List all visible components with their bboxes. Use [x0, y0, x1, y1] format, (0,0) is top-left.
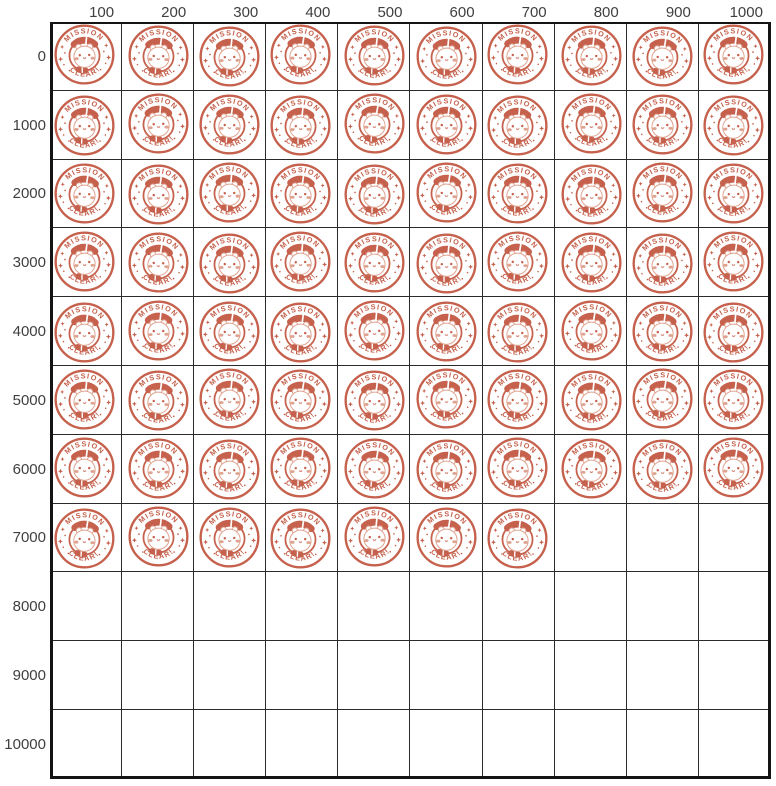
grid-cell — [627, 641, 699, 710]
grid-cell — [555, 91, 627, 160]
column-header: 300 — [233, 4, 259, 21]
grid-cell — [555, 366, 627, 435]
mission-clear-stamp — [413, 160, 478, 225]
grid-cell — [627, 710, 699, 779]
mission-clear-stamp — [53, 94, 116, 157]
mission-clear-stamp — [559, 92, 623, 156]
grid-cell — [122, 435, 194, 504]
grid-cell — [410, 228, 482, 297]
grid-cell — [555, 297, 627, 366]
grid-cell — [483, 435, 555, 504]
mission-clear-stamp — [52, 161, 117, 226]
grid-cell — [410, 504, 482, 573]
grid-cell — [555, 641, 627, 710]
mission-clear-stamp — [126, 230, 191, 295]
mission-clear-stamp — [52, 367, 117, 432]
corner-spacer — [0, 0, 50, 22]
grid-cell — [194, 572, 266, 641]
grid-cell — [699, 366, 771, 435]
grid-cell — [50, 504, 122, 573]
column-header: 100 — [89, 4, 115, 21]
grid-cell — [266, 22, 338, 91]
grid-cell — [410, 435, 482, 504]
mission-clear-stamp — [630, 438, 694, 502]
row-label: 4000 — [12, 323, 46, 341]
grid-cell — [483, 641, 555, 710]
mission-clear-stamp — [486, 162, 549, 225]
column-header: 400 — [305, 4, 331, 21]
mission-clear-stamp — [701, 93, 766, 158]
grid-cell — [555, 710, 627, 779]
grid-cell — [338, 22, 410, 91]
grid-cell — [122, 710, 194, 779]
grid-cell — [555, 160, 627, 229]
grid-cell — [50, 710, 122, 779]
grid-cell — [266, 160, 338, 229]
grid-cell — [50, 160, 122, 229]
mission-clear-stamp — [268, 367, 333, 432]
grid-cell — [338, 297, 410, 366]
mission-clear-stamp — [198, 25, 262, 89]
grid-cell — [555, 228, 627, 297]
grid-cell — [627, 572, 699, 641]
mission-clear-stamp — [701, 435, 766, 500]
mission-clear-stamp — [198, 367, 262, 431]
mission-clear-stamp — [630, 93, 694, 157]
mission-clear-stamp — [197, 505, 262, 570]
grid-cell — [266, 228, 338, 297]
mission-clear-stamp — [127, 369, 191, 433]
grid-cell — [50, 228, 122, 297]
mission-clear-stamp — [269, 506, 333, 570]
grid-cell — [194, 91, 266, 160]
mission-clear-stamp — [559, 437, 623, 501]
grid-cell — [338, 91, 410, 160]
mission-clear-stamp — [701, 229, 765, 293]
mission-clear-stamp — [485, 93, 550, 158]
mission-clear-stamp — [198, 232, 261, 295]
mission-clear-stamp — [342, 91, 407, 156]
mission-clear-stamp — [485, 368, 549, 432]
mission-clear-stamp — [414, 231, 478, 295]
grid-cell — [122, 504, 194, 573]
mission-clear-stamp — [198, 93, 262, 157]
mission-clear-stamp — [559, 24, 623, 88]
row-label: 9000 — [12, 667, 46, 685]
mission-clear-stamp — [126, 91, 191, 156]
mission-clear-stamp — [486, 507, 549, 570]
mission-clear-stamp — [413, 505, 478, 570]
mission-clear-stamp — [559, 298, 624, 363]
mission-clear-stamp — [414, 299, 478, 363]
mission-clear-stamp — [197, 160, 262, 225]
grid-cell — [699, 91, 771, 160]
mission-clear-stamp — [343, 162, 407, 226]
row-label: 0 — [37, 47, 46, 65]
grid-cell — [627, 504, 699, 573]
mission-clear-stamp — [52, 506, 117, 571]
column-header: 1000 — [729, 4, 763, 21]
grid-cell — [194, 22, 266, 91]
column-header: 900 — [665, 4, 691, 21]
grid-cell — [50, 297, 122, 366]
grid-cell — [122, 572, 194, 641]
grid-cell — [266, 435, 338, 504]
grid-cell — [122, 22, 194, 91]
grid-cell — [338, 641, 410, 710]
grid-cell — [699, 504, 771, 573]
grid-cell — [410, 572, 482, 641]
grid-cell — [50, 641, 122, 710]
row-label: 8000 — [12, 598, 46, 616]
mission-clear-stamp — [631, 300, 694, 363]
grid-cell — [483, 228, 555, 297]
row-label: 7000 — [12, 529, 46, 547]
row-label: 10000 — [4, 735, 46, 753]
grid-cell — [122, 91, 194, 160]
grid-cell — [194, 366, 266, 435]
mission-clear-stamp — [126, 436, 191, 501]
grid-cell — [410, 160, 482, 229]
mission-clear-stamp — [343, 24, 406, 87]
grid-cell — [194, 435, 266, 504]
grid-cell — [194, 160, 266, 229]
mission-clear-stamp — [127, 24, 191, 88]
grid-cell — [627, 160, 699, 229]
grid-cell — [266, 710, 338, 779]
mission-clear-stamp — [630, 160, 694, 224]
grid-cell — [50, 22, 122, 91]
grid-cell — [122, 228, 194, 297]
mission-clear-stamp — [559, 162, 624, 227]
grid-cell — [50, 91, 122, 160]
grid-cell — [699, 710, 771, 779]
grid-cell — [627, 91, 699, 160]
grid-cell — [266, 91, 338, 160]
grid-cell — [483, 22, 555, 91]
grid-cell — [266, 297, 338, 366]
mission-clear-stamp — [343, 230, 407, 294]
grid-cell — [627, 297, 699, 366]
mission-clear-stamp — [342, 436, 407, 501]
grid-cell — [555, 22, 627, 91]
grid-cell — [555, 572, 627, 641]
grid-cell — [627, 228, 699, 297]
mission-clear-stamp — [415, 438, 478, 501]
mission-clear-stamp — [342, 297, 407, 362]
row-label: 1000 — [12, 116, 46, 134]
mission-clear-stamp — [702, 23, 765, 86]
mission-clear-stamp — [413, 366, 478, 431]
mission-clear-stamp — [127, 298, 191, 362]
mission-clear-stamp — [268, 22, 333, 87]
mission-clear-stamp — [127, 163, 190, 226]
mission-clear-stamp — [197, 298, 262, 363]
mission-clear-stamp — [268, 229, 333, 294]
grid-cell — [627, 22, 699, 91]
mission-clear-stamp — [127, 505, 190, 568]
grid-cell — [410, 366, 482, 435]
grid-cell — [699, 572, 771, 641]
grid-cell — [338, 366, 410, 435]
grid-cell — [699, 228, 771, 297]
mission-clear-stamp — [269, 301, 332, 364]
mission-clear-stamp — [269, 436, 333, 500]
grid-cell — [410, 91, 482, 160]
mission-clear-stamp — [701, 161, 765, 225]
grid-cell — [338, 572, 410, 641]
mission-clear-stamp — [560, 231, 623, 294]
mission-clear-stamp — [701, 300, 766, 365]
grid-cell — [266, 572, 338, 641]
row-label: 2000 — [12, 185, 46, 203]
mission-clear-stamp — [630, 231, 695, 296]
grid-cell — [555, 504, 627, 573]
mission-clear-stamp — [484, 435, 549, 500]
mission-clear-stamp — [343, 369, 406, 432]
grid-cell — [627, 435, 699, 504]
mission-clear-stamp — [485, 229, 550, 294]
grid-cell — [699, 641, 771, 710]
grid-cell — [266, 366, 338, 435]
grid-cell — [194, 641, 266, 710]
grid-cell — [338, 228, 410, 297]
grid-cell — [555, 435, 627, 504]
row-label: 3000 — [12, 254, 46, 272]
mission-clear-stamp — [415, 93, 478, 156]
grid-cell — [483, 366, 555, 435]
mission-clear-stamp — [702, 368, 765, 431]
grid-cell — [483, 160, 555, 229]
mission-clear-stamp — [630, 24, 695, 89]
grid-cell — [122, 160, 194, 229]
grid-cell — [627, 366, 699, 435]
row-label: 6000 — [12, 460, 46, 478]
grid-cell — [410, 297, 482, 366]
grid-cell — [194, 504, 266, 573]
grid-cell — [266, 504, 338, 573]
grid-cell — [699, 160, 771, 229]
grid-cell — [50, 366, 122, 435]
grid-cell — [410, 710, 482, 779]
mission-clear-stamp — [52, 229, 116, 293]
grid-cell — [338, 504, 410, 573]
grid-cell — [410, 641, 482, 710]
grid-cell — [194, 228, 266, 297]
column-header: 800 — [593, 4, 619, 21]
grid-cell — [338, 710, 410, 779]
column-header: 600 — [449, 4, 475, 21]
mission-clear-stamp — [269, 161, 333, 225]
grid-cell — [483, 572, 555, 641]
grid-cell — [699, 297, 771, 366]
mission-clear-stamp — [52, 300, 116, 364]
column-header: 200 — [161, 4, 187, 21]
grid-cell — [483, 710, 555, 779]
grid-cell — [122, 297, 194, 366]
grid-cell — [122, 366, 194, 435]
grid-cell — [266, 641, 338, 710]
column-header: 700 — [521, 4, 547, 21]
mission-clear-stamp — [559, 369, 623, 433]
mission-clear-stamp — [343, 504, 407, 568]
grid-cell — [194, 297, 266, 366]
grid-cell — [483, 297, 555, 366]
grid-cell — [50, 572, 122, 641]
mission-clear-stamp — [52, 22, 117, 87]
grid-cell — [483, 504, 555, 573]
grid-cell — [483, 91, 555, 160]
row-label: 5000 — [12, 391, 46, 409]
grid-cell — [699, 22, 771, 91]
grid-cell — [194, 710, 266, 779]
mission-clear-stamp — [485, 300, 549, 364]
grid-cell — [50, 435, 122, 504]
mission-clear-stamp — [413, 24, 478, 89]
grid-cell — [338, 160, 410, 229]
grid-cell — [410, 22, 482, 91]
mission-clear-stamp — [53, 436, 116, 499]
grid-cell — [699, 435, 771, 504]
mission-clear-stamp — [630, 366, 695, 431]
mission-clear-stamp — [485, 23, 549, 87]
mission-clear-stamp — [198, 438, 262, 502]
mission-clear-stamp — [269, 94, 333, 158]
column-header: 500 — [377, 4, 403, 21]
grid-cell — [338, 435, 410, 504]
grid-cell — [122, 641, 194, 710]
